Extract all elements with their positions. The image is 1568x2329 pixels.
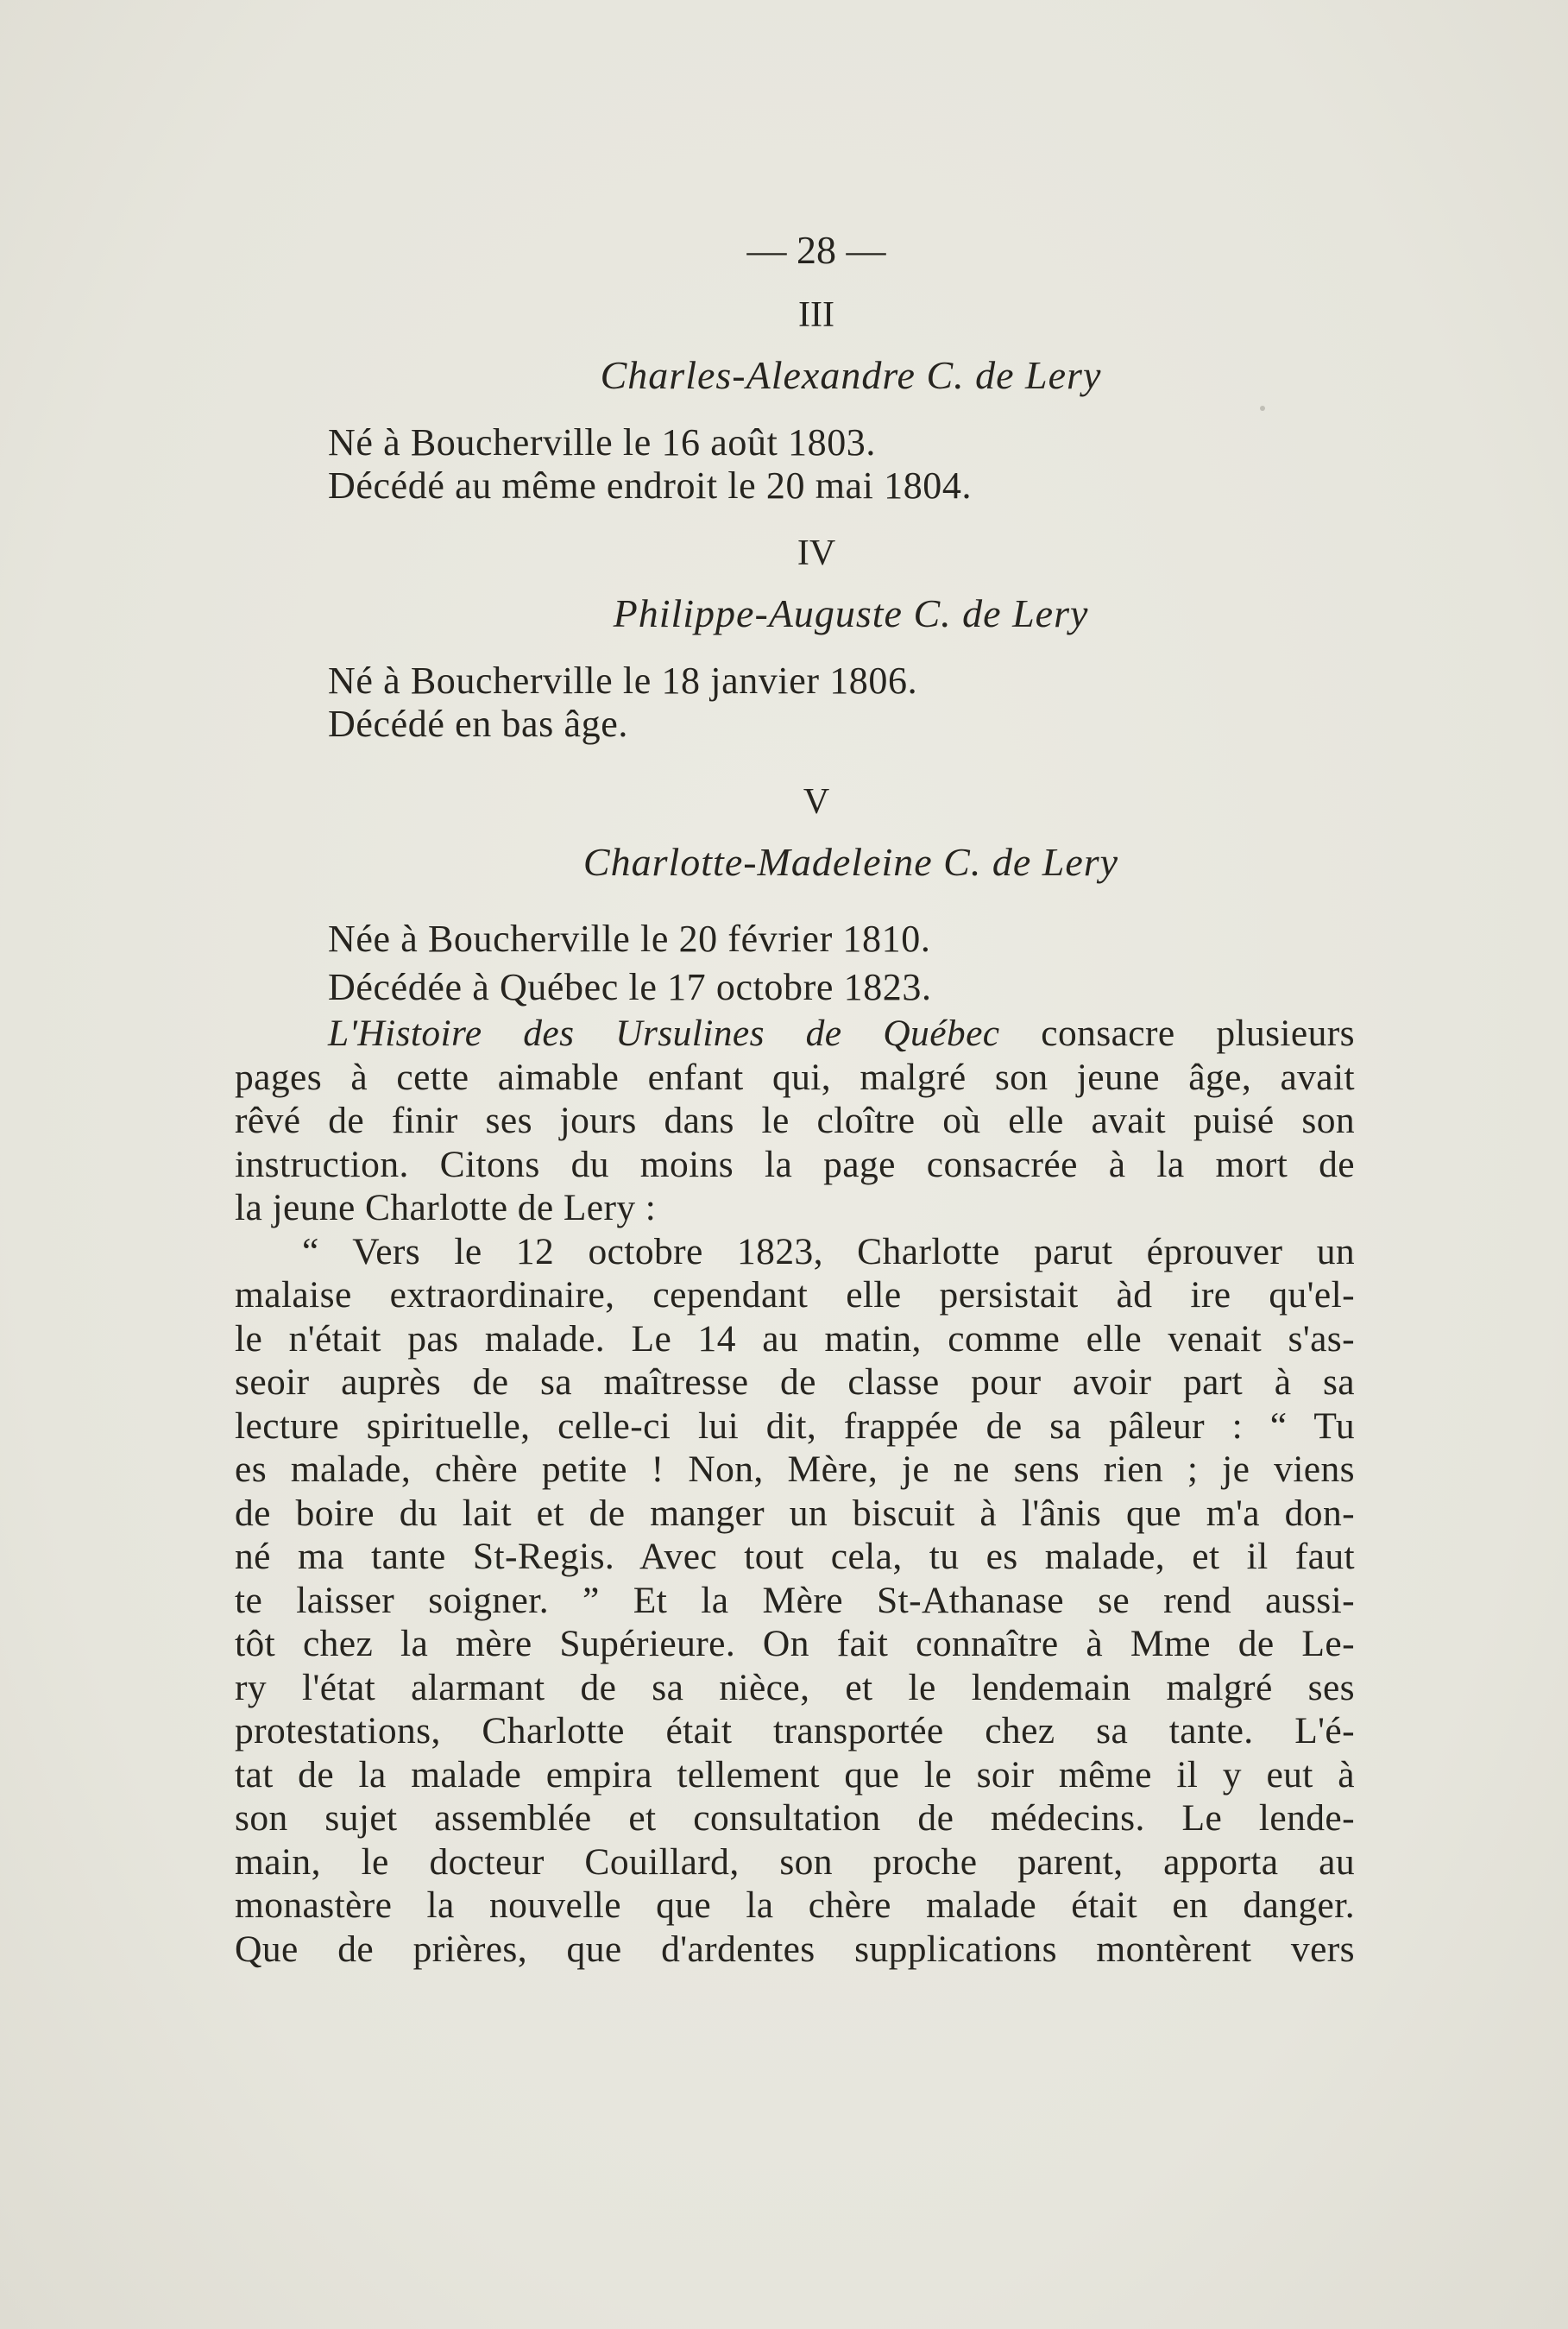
paragraph-line: tat de la malade empira tellement que le soir même il y eut à xyxy=(235,1753,1355,1796)
section-numeral: IV xyxy=(797,533,836,573)
section-line: Née à Boucherville le 20 février 1810. xyxy=(328,918,931,960)
paragraph-line: instruction. Citons du moins la page consacrée à la mort de xyxy=(235,1143,1355,1185)
paragraph-line: lecture spirituelle, celle-ci lui dit, frappée de sa pâleur : “ Tu xyxy=(235,1404,1355,1447)
section-line: Décédé en bas âge. xyxy=(328,703,628,745)
paragraph-line: seoir auprès de sa maîtresse de classe pour avoir part à sa xyxy=(235,1361,1355,1403)
paragraph-line: ry l'état alarmant de sa nièce, et le lendemain malgré ses xyxy=(235,1666,1355,1708)
section-line: Né à Boucherville le 16 août 1803. xyxy=(328,421,877,464)
paragraph-line: protestations, Charlotte était transportée chez sa tante. L'é- xyxy=(235,1710,1355,1751)
paragraph-line: es malade, chère petite ! Non, Mère, je ne sens rien ; je viens xyxy=(235,1449,1355,1490)
paragraph-text: consacre plusieurs xyxy=(1041,1013,1355,1054)
section-heading: Charles-Alexandre C. de Lery xyxy=(600,353,1102,397)
paragraph-line: le n'était pas malade. Le 14 au matin, comme elle venait s'as- xyxy=(235,1317,1355,1360)
paragraph-line: rêvé de finir ses jours dans le cloître où elle avait puisé son xyxy=(235,1100,1355,1141)
section-numeral: III xyxy=(798,295,834,335)
paragraph-line: main, le docteur Couillard, son proche parent, apporta au xyxy=(235,1840,1355,1883)
paragraph-line: né ma tante St-Regis. Avec tout cela, tu es malade, et il faut xyxy=(235,1536,1355,1577)
paragraph-line: son sujet assemblée et consultation de médecins. Le lende- xyxy=(235,1797,1355,1839)
paragraph-line: pages à cette aimable enfant qui, malgré son jeune âge, avait xyxy=(235,1056,1355,1098)
paragraph-quotation xyxy=(235,1230,1355,1972)
paragraph-line xyxy=(235,1012,1355,1056)
paragraph-histoire xyxy=(235,1012,1355,1230)
paragraph-line: monastère la nouvelle que la chère malade était en danger. xyxy=(235,1884,1355,1926)
paragraph-line: tôt chez la mère Supérieure. On fait connaître à Mme de Le- xyxy=(235,1623,1355,1664)
book-title: L'Histoire des Ursulines de Québec xyxy=(328,1013,1000,1054)
paragraph-line: malaise extraordinaire, cependant elle persistait àd ire qu'el- xyxy=(235,1274,1355,1316)
paragraph-line: te laisser soigner. ” Et la Mère St-Athanase se rend aussi- xyxy=(235,1579,1355,1621)
paragraph-line: de boire du lait et de manger un biscuit à l'ânis que m'a don- xyxy=(235,1492,1355,1534)
paragraph-line: “ Vers le 12 octobre 1823, Charlotte parut éprouver un xyxy=(302,1230,1355,1272)
section-line: Décédée à Québec le 17 octobre 1823. xyxy=(328,966,932,1008)
section-heading: Charlotte-Madeleine C. de Lery xyxy=(582,840,1119,884)
paragraph-line: la jeune Charlotte de Lery : xyxy=(235,1187,657,1228)
page-number: — 28 — xyxy=(746,228,886,272)
section-line: Décédé au même endroit le 20 mai 1804. xyxy=(328,464,973,507)
section-line: Né à Boucherville le 18 janvier 1806. xyxy=(328,660,918,702)
page-content xyxy=(235,224,1355,1971)
section-heading: Philippe-Auguste C. de Lery xyxy=(613,591,1089,635)
paragraph-line: Que de prières, que d'ardentes supplications montèrent vers xyxy=(235,1928,1355,1970)
section-numeral: V xyxy=(803,782,830,822)
